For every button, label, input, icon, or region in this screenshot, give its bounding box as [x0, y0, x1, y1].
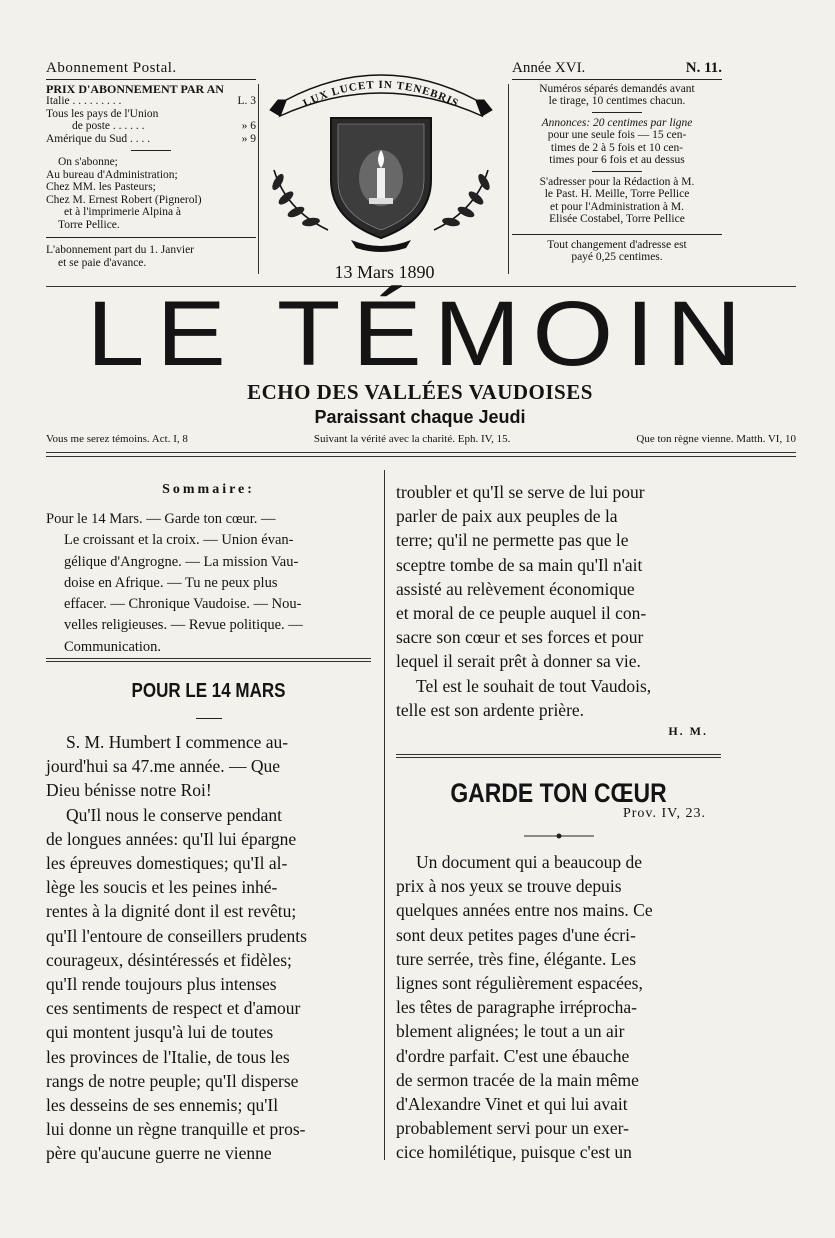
article2-line: prix à nos yeux se trouve depuis	[396, 876, 622, 897]
subscribe-line: Torre Pellice.	[58, 218, 120, 231]
motto-3: Que ton règne vienne. Matth. VI, 10	[636, 433, 796, 445]
footer-line: et se paie d'avance.	[58, 256, 147, 269]
column-divider	[384, 470, 385, 1160]
article1-line: courageux, désintéressés et fidèles;	[46, 949, 292, 970]
article1-line: père qu'aucune guerre ne vienne	[46, 1143, 272, 1164]
subscription-box	[46, 62, 256, 269]
sommaire-title: Sommaire:	[162, 482, 255, 497]
masthead: LE TÉMOIN	[86, 282, 754, 386]
article1-line: telle est son ardente prière.	[396, 699, 585, 720]
address-line: et pour l'Administration à M.	[550, 200, 684, 213]
mottos	[46, 433, 796, 445]
article1-line: lui donne un règne tranquille et pros-	[46, 1119, 306, 1140]
subscribe-line: Au bureau d'Administration;	[46, 168, 178, 181]
price-heading: PRIX D'ABONNEMENT PAR AN	[46, 81, 224, 96]
article2-line: quelques années entre nos mains. Ce	[396, 900, 653, 921]
emblem-banner-text: LUX LUCET IN TENEBRIS	[301, 78, 461, 110]
issue-date: 13 Mars 1890	[334, 262, 435, 282]
address-line: le Past. H. Meille, Torre Pellice	[544, 188, 690, 200]
article2-line: les têtes de paragraphe irréprocha-	[396, 997, 637, 1018]
section-rule	[396, 757, 721, 758]
article2-title: GARDE TON CŒUR	[450, 778, 667, 808]
article2-line: Un document qui a beaucoup de	[416, 852, 642, 872]
rule	[512, 79, 722, 80]
article1-line: Dieu bénisse notre Roi!	[46, 780, 212, 801]
sommaire	[46, 509, 371, 658]
article1-line: les épreuves domestiques; qu'Il al-	[46, 853, 288, 874]
article2-line: cice homilétique, puisque c'est un	[396, 1142, 632, 1163]
article1-line: lège les soucis et les peines inhé-	[46, 877, 278, 898]
sommaire-line: velles religieuses. — Revue politique. —	[64, 617, 303, 634]
article1-line: assisté au relèvement économique	[396, 578, 635, 599]
sommaire-line: Le croissant et la croix. — Union évan-	[64, 532, 294, 549]
price-row: Italie . . . . . . . . . L. 3	[46, 95, 256, 107]
annonces-line: pour une seule fois — 15 cen-	[547, 129, 687, 141]
article1-line: Qu'Il nous le conserve pendant	[66, 804, 283, 825]
article1-line: de longues années: qu'Il lui épargne	[46, 828, 297, 849]
sommaire-line: Communication.	[64, 638, 162, 655]
rule	[46, 79, 256, 80]
price-row: Tous les pays de l'Union	[46, 107, 159, 120]
address-line: S'adresser pour la Rédaction à M.	[539, 175, 695, 188]
sommaire-line: effacer. — Chronique Vaudoise. — Nou-	[64, 596, 302, 613]
article1-line: sacre son cœur et ses forces et pour	[396, 627, 644, 648]
article1-line: terre; qu'il ne permette pas que le	[396, 530, 629, 551]
issue-number: N. 11.	[685, 60, 722, 76]
sommaire-line: gélique d'Angrogne. — La mission Vau-	[64, 553, 299, 570]
article1-title: POUR LE 14 MARS	[131, 680, 286, 702]
article2-line: blement alignées; le tout a un air	[396, 1021, 625, 1042]
article1-body	[46, 730, 371, 1166]
article1-line: qui montent jusqu'à lui de toutes	[46, 1022, 274, 1043]
subtitle: ECHO DES VALLÉES VAUDOISES	[247, 380, 593, 404]
sommaire-line: Pour le 14 Mars. — Garde ton cœur. —	[46, 511, 276, 527]
ornament-dash-icon	[524, 832, 594, 840]
article1-line: lequel il serait prêt à donner sa vie.	[396, 651, 641, 672]
frequency: Paraissant chaque Jeudi	[314, 407, 526, 427]
article1-line: qu'Il rende toujours plus intenses	[46, 974, 277, 995]
article1-line: parler de paix aux peuples de la	[396, 506, 618, 527]
article2-line: d'ordre parfait. C'est une ébauche	[396, 1045, 630, 1066]
rule	[131, 150, 171, 151]
subscription-title: Abonnement Postal.	[46, 60, 177, 76]
rule	[592, 112, 642, 113]
article1-continued	[396, 480, 721, 722]
section-rule	[396, 754, 721, 755]
article1-line: jourd'hui sa 47.me année. — Que	[46, 756, 280, 777]
price-row: de poste . . . . . . » 6	[72, 120, 256, 132]
article1-line: rentes à la dignité dont il est revêtu;	[46, 901, 297, 922]
article2-line: d'Alexandre Vinet et qui lui avait	[396, 1094, 628, 1115]
annonces-line: Annonces: 20 centimes par ligne	[541, 116, 693, 129]
motto-rule	[46, 456, 796, 457]
lamp-emblem-icon	[256, 70, 506, 260]
article1-signature: H. M.	[668, 724, 708, 738]
section-rule	[46, 661, 371, 662]
change-line: Tout changement d'adresse est	[547, 238, 687, 251]
article2-line: sont deux petites pages d'une écri-	[396, 924, 636, 945]
article1-line: sceptre tombe de sa main qu'Il n'ait	[396, 554, 643, 575]
article2-line: de sermon tracée de la main même	[396, 1069, 639, 1090]
issues-line: Numéros séparés demandés avant	[539, 82, 695, 95]
article1-line: et moral de ce peuple auquel il con-	[396, 603, 647, 624]
subscribe-line: et à l'imprimerie Alpina à	[64, 206, 182, 218]
article1-line: Tel est le souhait de tout Vaudois,	[416, 675, 652, 696]
article1-line: troubler et qu'Il se serve de lui pour	[396, 482, 645, 502]
subscribe-line: On s'abonne;	[58, 156, 118, 168]
article1-line: rangs de notre peuple; qu'Il disperse	[46, 1070, 299, 1091]
change-line: payé 0,25 centimes.	[571, 251, 663, 263]
rule	[592, 171, 642, 172]
motto-1: Vous me serez témoins. Act. I, 8	[46, 433, 188, 445]
issue-info	[512, 62, 722, 75]
article2-line: ture serrée, très fine, élégante. Les	[396, 948, 637, 969]
motto-rule	[46, 452, 796, 453]
info-box	[512, 62, 722, 264]
article1-line: qu'Il l'entoure de conseillers prudents	[46, 925, 307, 946]
title-dash	[196, 718, 222, 719]
price-row: Amérique du Sud . . . . » 9	[46, 132, 256, 145]
year-label: Année XVI.	[512, 60, 586, 76]
annonces-line: times de 2 à 5 fois et 10 cen-	[550, 141, 684, 154]
article2-body	[396, 850, 721, 1165]
section-rule	[46, 658, 371, 659]
rule	[512, 234, 722, 235]
rule	[46, 237, 256, 238]
address-line: Elisée Costabel, Torre Pellice	[549, 213, 685, 225]
header-divider-right	[508, 84, 509, 274]
subscribe-line: Chez MM. les Pasteurs;	[46, 181, 156, 193]
article1-line: S. M. Humbert I commence au-	[66, 732, 289, 752]
article2-line: lignes sont régulièrement espacées,	[396, 973, 643, 994]
article1-line: les desseins de ses ennemis; qu'Il	[46, 1095, 279, 1116]
article2-line: probablement servi pour un exer-	[396, 1118, 629, 1139]
footer-line: L'abonnement part du 1. Janvier	[46, 244, 195, 256]
article2-reference: Prov. IV, 23.	[622, 806, 706, 821]
article1-line: ces sentiments de respect et d'amour	[46, 998, 301, 1019]
motto-2: Suivant la vérité avec la charité. Eph. IV, 15.	[313, 433, 511, 445]
sommaire-line: doise en Afrique. — Tu ne peux plus	[64, 574, 278, 591]
issues-line: le tirage, 10 centimes chacun.	[548, 95, 686, 107]
subscribe-line: Chez M. Ernest Robert (Pignerol)	[46, 193, 202, 206]
annonces-line: times pour 6 fois et au dessus	[549, 154, 685, 166]
article1-line: les provinces de l'Italie, de tous les	[46, 1046, 290, 1067]
